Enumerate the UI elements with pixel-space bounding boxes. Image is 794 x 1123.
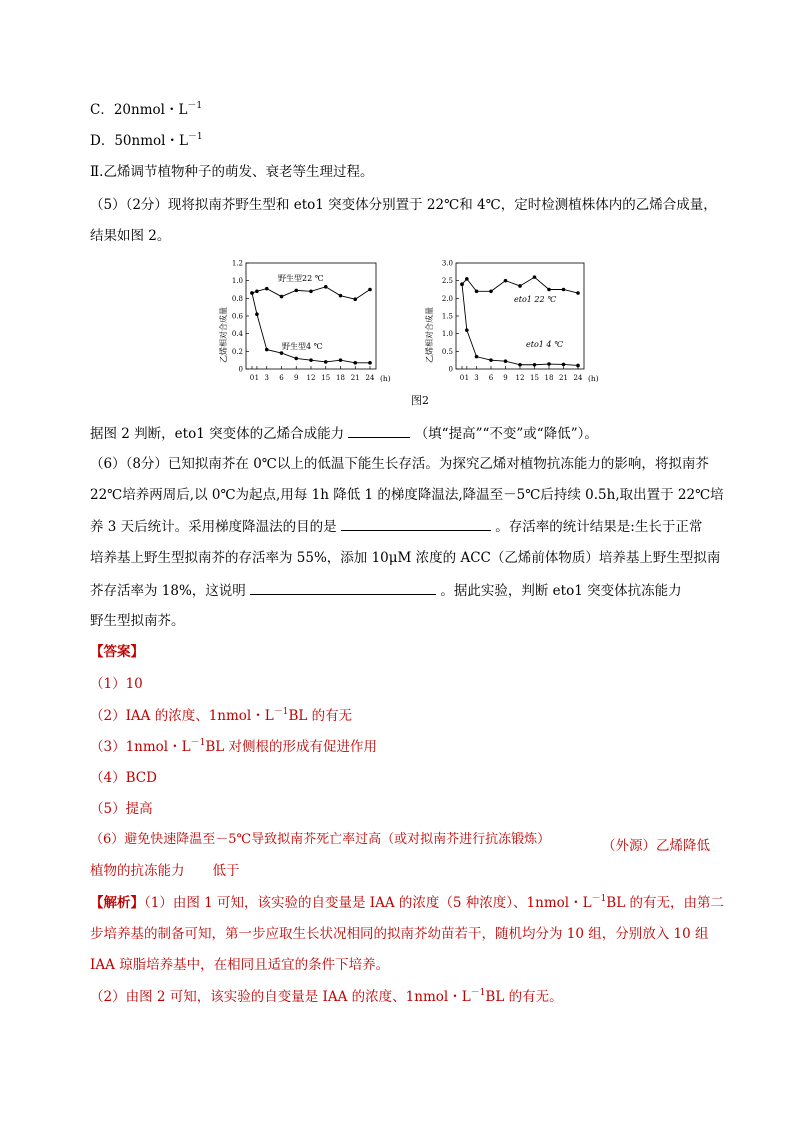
answer-5: （5）提高 — [90, 801, 153, 817]
answer-3: （3）1nmol・$L^{-1}BL$ 对侧根的形成有促进作用 — [90, 738, 378, 755]
data-point — [562, 363, 566, 367]
data-point — [533, 363, 537, 367]
x-tick-label: 15 — [530, 374, 539, 382]
data-point — [324, 285, 328, 289]
data-point — [533, 275, 537, 279]
data-point — [489, 358, 493, 362]
data-point — [339, 294, 343, 298]
data-point — [547, 362, 551, 366]
data-point — [562, 288, 566, 292]
x-tick-label: 24 — [365, 374, 375, 382]
x-tick-label: 3 — [474, 374, 479, 382]
data-point — [576, 291, 580, 295]
chart-right-xunit: (h) — [588, 374, 599, 383]
x-tick-label: 6 — [279, 374, 284, 382]
x-tick-label: 12 — [515, 374, 525, 382]
q5-line2: 结果如图 2。 — [90, 228, 171, 244]
series-label-wt-22: 野生型22 ℃ — [278, 274, 324, 283]
data-point — [475, 355, 479, 359]
analysis-p1-line2: 步培养基的制备可知，第一步应取生长状况相同的拟南芥幼苗若干，随机均分为 10 组，分别放入 10 组 — [90, 926, 709, 942]
answer-blank-q6-conclusion[interactable] — [250, 580, 436, 595]
x-tick-label: 1 — [254, 374, 260, 382]
data-point — [368, 288, 372, 292]
data-point — [280, 351, 284, 355]
data-point — [309, 358, 313, 362]
analysis-p2: （2）由图 2 可知，该实验的自变量是 IAA 的浓度、1nmol・$L^{-1}BL$ 的有无。 — [90, 988, 563, 1005]
data-point — [465, 277, 469, 281]
x-tick-label: 21 — [350, 374, 360, 382]
chart-right-ylabel: 乙烯相对合成量 — [425, 307, 434, 363]
y-tick-label: 0.8 — [231, 294, 243, 303]
y-tick-label: 2.5 — [441, 277, 453, 286]
chart-eto1 — [424, 260, 599, 384]
data-point — [309, 289, 313, 293]
y-tick-label: 2.0 — [441, 294, 453, 303]
data-point — [280, 295, 284, 299]
data-point — [255, 312, 259, 316]
x-tick-label: 18 — [336, 374, 345, 382]
y-tick-label: 0.5 — [441, 347, 453, 356]
answer-1: （1）10 — [90, 676, 143, 692]
data-point — [465, 328, 469, 332]
x-tick-label: 12 — [306, 374, 316, 382]
y-tick-label: 0.6 — [231, 312, 243, 321]
data-point — [339, 358, 343, 362]
data-point — [353, 297, 357, 301]
data-point — [294, 357, 298, 361]
data-point — [547, 288, 551, 292]
analysis-p1-line3: IAA 琼脂培养基中，在相同且适宜的条件下培养。 — [90, 957, 390, 973]
answer-blank-q5[interactable] — [348, 423, 410, 438]
chart-left-ylabel: 乙烯相对合成量 — [219, 307, 228, 363]
data-point — [250, 291, 254, 295]
data-point — [504, 279, 508, 283]
chart-wildtype — [218, 260, 391, 384]
data-point — [576, 364, 580, 368]
series-label-eto1-4: eto1 4 ℃ — [526, 340, 563, 349]
q6-line4: 培养基上野生型拟南芥的存活率为 55%，添加 10μM 浓度的 ACC（乙烯前体物质）培养基上野生型拟南 — [90, 550, 721, 566]
option-d: D．50nmol・$L^{-1}$ — [90, 132, 203, 149]
data-point — [265, 287, 269, 291]
section-2-heading: Ⅱ.乙烯调节植物种子的萌发、衰老等生理过程。 — [90, 164, 374, 180]
option-c: C．20nmol・$L^{-1}$ — [90, 101, 203, 118]
x-tick-label: 9 — [294, 374, 299, 382]
answer-6-line1: （6）避免快速降温至－5℃导致拟南芥死亡率过高（或对拟南芥进行抗冻锻炼） （外源）乙烯降低 — [90, 832, 710, 854]
y-tick-label: 0.2 — [231, 347, 243, 356]
q6-line1: （6）（8分）已知拟南芥在 0℃以上的低温下能生长存活。为探究乙烯对植物抗冻能力的影响，将拟南芥 — [90, 456, 709, 472]
data-point — [353, 361, 357, 365]
y-tick-label: 3.0 — [441, 259, 453, 268]
q6-line6: 野生型拟南芥。 — [90, 613, 185, 629]
data-point — [368, 361, 372, 365]
chart-left-xunit: (h) — [380, 374, 391, 383]
x-tick-label: 18 — [544, 374, 554, 382]
y-tick-label: 0 — [238, 365, 243, 374]
y-tick-label: 0 — [448, 365, 453, 374]
answer-heading: 【答案】 — [90, 644, 144, 660]
data-point — [460, 282, 464, 286]
x-tick-label: 21 — [559, 374, 568, 382]
y-tick-label: 1.2 — [231, 259, 243, 268]
answer-2: （2）IAA 的浓度、1nmol・$L^{-1}BL$ 的有无 — [90, 707, 353, 724]
data-point — [265, 348, 269, 352]
x-tick-label: 1 — [464, 374, 470, 382]
x-tick-label: 9 — [503, 374, 508, 382]
q5-line3: 据图 2 判断，eto1 突变体的乙烯合成能力 （填“提高”“不变”或“降低”）。 — [90, 423, 598, 444]
x-tick-label: 15 — [321, 374, 331, 382]
data-point — [255, 289, 259, 293]
q6-line2: 22℃培养两周后,以 0℃为起点,用每 1h 降低 1 的梯度降温法,降温至－5℃后持续 0.5h,取出置于 22℃培 — [90, 487, 724, 503]
data-point — [489, 289, 493, 293]
analysis-p1-line1: 【解析】（1）由图 1 可知，该实验的自变量是 IAA 的浓度（5 种浓度）、1nmol・$L^{-1}BL$ 的有无，由第二 — [90, 894, 724, 911]
x-tick-label: 0 — [459, 374, 465, 382]
data-point — [518, 363, 522, 367]
x-tick-label: 0 — [249, 374, 255, 382]
data-point — [504, 359, 508, 363]
answer-4: （4）BCD — [90, 770, 157, 786]
x-tick-label: 3 — [264, 374, 269, 382]
y-tick-label: 0.4 — [231, 330, 243, 339]
x-tick-label: 6 — [488, 374, 494, 382]
figure-2 — [210, 255, 610, 415]
series-line-1 — [252, 293, 370, 363]
answer-6-line2: 植物的抗冻能力 低于 — [90, 863, 240, 879]
q6-line5: 芥存活率为 18%，这说明 。据此实验，判断 eto1 突变体抗冻能力 — [90, 580, 682, 601]
y-tick-label: 1.0 — [441, 330, 453, 339]
q5-line1: （5）（2分）现将拟南芥野生型和 eto1 突变体分别置于 22℃和 4℃，定时检测植株体内的乙烯合成量， — [90, 197, 717, 213]
data-point — [518, 284, 522, 288]
data-point — [475, 289, 479, 293]
series-label-eto1-22: eto1 22 ℃ — [514, 295, 557, 304]
data-point — [294, 289, 298, 293]
y-tick-label: 1.0 — [231, 277, 243, 286]
x-tick-label: 24 — [573, 374, 583, 382]
y-tick-label: 1.5 — [441, 312, 453, 321]
data-point — [324, 360, 328, 364]
series-label-wt-4: 野生型4 ℃ — [282, 342, 323, 351]
answer-blank-q6-purpose[interactable] — [341, 516, 491, 531]
q6-line3: 养 3 天后统计。采用梯度降温法的目的是 。存活率的统计结果是:生长于正常 — [90, 516, 702, 537]
figure-caption: 图2 — [411, 394, 429, 407]
